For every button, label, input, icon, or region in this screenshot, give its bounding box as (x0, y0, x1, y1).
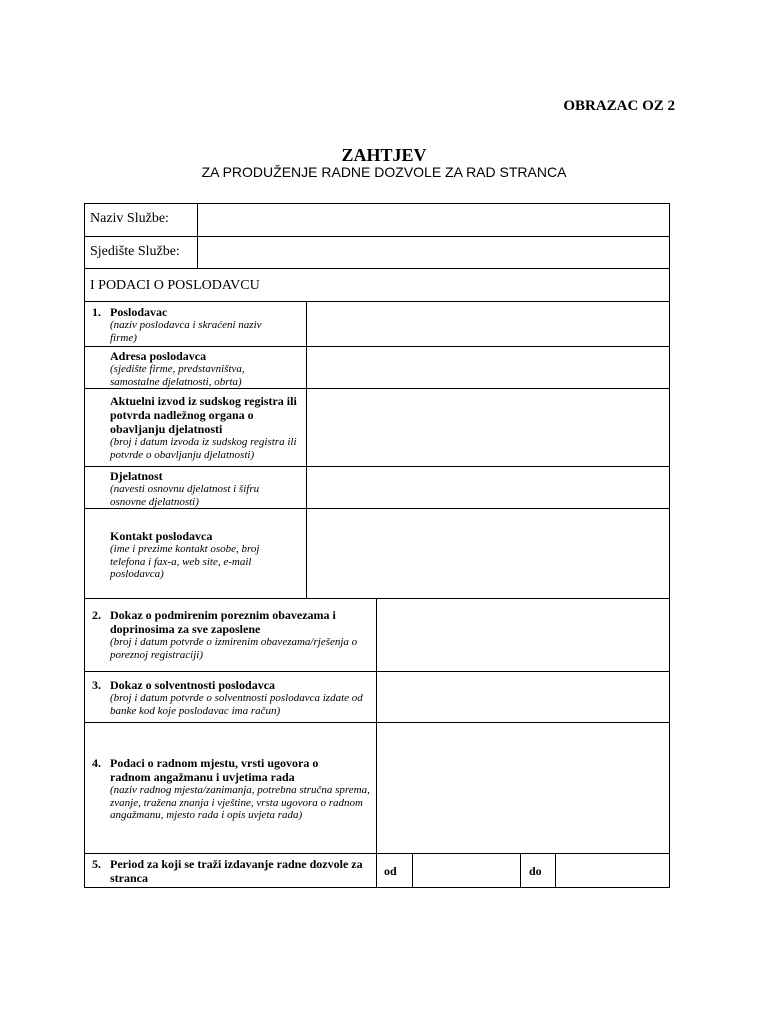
contact-field[interactable] (309, 511, 666, 596)
item-hint: (broj i datum potvrde o izmirenim obavezama/rješenja o poreznoj registraciji) (110, 636, 358, 661)
item-label: Kontakt poslodavca (110, 529, 213, 543)
period-to-field[interactable] (558, 856, 666, 886)
period-item (110, 857, 374, 885)
solvency-item (110, 678, 374, 717)
item-hint: (sjedište firme, predstavništva, samostalne djelatnosti, obrta) (110, 363, 245, 388)
employer-item-3 (110, 394, 302, 461)
item-number: 4. (92, 756, 101, 770)
section-heading: I PODACI O POSLODAVCU (90, 278, 260, 293)
form-code: OBRAZAC OZ 2 (563, 98, 675, 114)
workplace-item (110, 756, 374, 822)
item-label: Adresa poslodavca (110, 349, 207, 363)
item-number: 5. (92, 857, 101, 871)
item-hint: (broj i datum potvrde o solventnosti poslodavca izdate od banke kod koje poslodavac ima račun) (110, 692, 363, 717)
period-to-label: do (529, 864, 542, 878)
item-label: Period za koji se traži izdavanje radne dozvole za stranca (110, 857, 363, 885)
item-hint: (broj i datum izvoda iz sudskog registra ili potvrde o obavljanju djelatnosti) (110, 436, 297, 461)
item-label: Dokaz o podmirenim poreznim obavezama i doprinosima za sve zaposlene (110, 608, 336, 636)
item-label: Poslodavac (110, 305, 168, 319)
item-hint: (naziv radnog mjesta/zanimanja, potrebna stručna sprema, zvanje, tražena znanja i vještine, vrsta ugovora o radnom angažmanu, mjesto rada i opis uvjeta rada) (110, 784, 370, 821)
employer-item-2 (110, 349, 300, 388)
service-seat-label: Sjedište Službe: (90, 244, 180, 259)
period-from-field[interactable] (415, 856, 518, 886)
workplace-field[interactable] (379, 725, 666, 851)
page-title: ZAHTJEV (341, 145, 427, 165)
activity-field[interactable] (309, 469, 666, 506)
service-seat-field[interactable] (200, 239, 666, 267)
employer-item-4 (110, 469, 300, 508)
employer-item-5 (110, 529, 300, 581)
item-hint: (navesti osnovnu djelatnost i šifru osnovne djelatnosti) (110, 483, 260, 508)
employer-name-field[interactable] (309, 304, 666, 344)
item-hint: (ime i prezime kontakt osobe, broj telefona i fax-a, web site, e-mail poslodavca) (110, 543, 260, 580)
item-label: Aktuelni izvod iz sudskog registra ili potvrda nadležnog organa o obavljanju djelatnosti (110, 394, 297, 436)
item-label: Djelatnost (110, 469, 163, 483)
period-from-label: od (384, 864, 397, 878)
service-name-label: Naziv Službe: (90, 211, 169, 226)
service-name-field[interactable] (200, 206, 666, 234)
page-subtitle: ZA PRODUŽENJE RADNE DOZVOLE ZA RAD STRANCA (201, 164, 567, 180)
item-number: 1. (92, 305, 101, 319)
employer-item-1 (110, 305, 300, 344)
item-label: Podaci o radnom mjestu, vrsti ugovora o radnom angažmanu i uvjetima rada (110, 756, 319, 784)
solvency-field[interactable] (379, 674, 666, 720)
court-register-field[interactable] (309, 391, 666, 464)
item-hint: (naziv poslodavca i skraćeni naziv firme) (110, 319, 262, 344)
tax-obligations-item (110, 608, 374, 661)
item-number: 3. (92, 678, 101, 692)
item-number: 2. (92, 608, 101, 622)
item-label: Dokaz o solventnosti poslodavca (110, 678, 276, 692)
tax-obligations-field[interactable] (379, 601, 666, 669)
employer-address-field[interactable] (309, 349, 666, 386)
